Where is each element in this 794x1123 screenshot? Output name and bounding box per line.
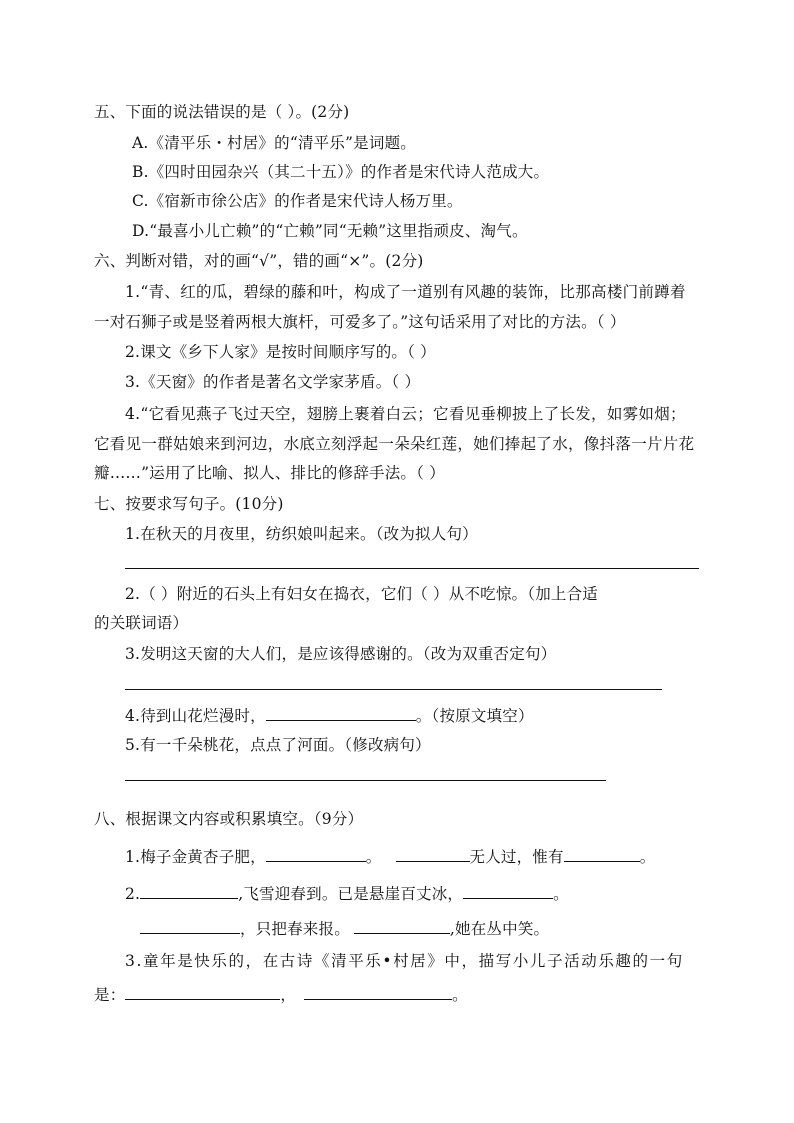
- s5-option-c: C.《宿新市徐公店》的作者是宋代诗人杨万里。: [132, 192, 463, 210]
- s7-q1: 1.在秋天的月夜里，纺织娘叫起来。（改为拟人句）: [125, 525, 478, 543]
- s8-q3-text-b: ，: [280, 986, 297, 1004]
- s5-option-b: B.《四时田园杂兴（其二十五）》的作者是宋代诗人范成大。: [132, 163, 550, 181]
- s8-q1-blank-1[interactable]: [266, 846, 366, 862]
- s8-q2-blank-1[interactable]: [140, 883, 238, 899]
- s8-q2-blank-4[interactable]: [354, 918, 450, 934]
- s5-option-d: D.“最喜小儿亡赖”的“亡赖”同“无赖”这里指顽皮、淘气。: [132, 222, 528, 240]
- s8-q1: [125, 846, 655, 867]
- s7-q1-answer-line[interactable]: [125, 568, 699, 569]
- s8-q3-text-c: 。: [452, 986, 468, 1004]
- s7-q4-suffix: 。（按原文填空）: [415, 707, 534, 725]
- s8-q3-line2: [94, 984, 468, 1005]
- s8-q2-text-e: ,她在丛中笑。: [449, 920, 550, 938]
- s8-q3-text-a: 是：: [94, 986, 126, 1004]
- s6-q1-line1: 1.“青、红的瓜，碧绿的藤和叶，构成了一道别有风趣的装饰，比那高楼门前蹲着: [125, 283, 686, 301]
- s6-q4-line1: 4.“它看见燕子飞过天空，翅膀上裹着白云；它看见垂柳披上了长发，如雾如烟；: [125, 405, 686, 423]
- section-8-title: 八、根据课文内容或积累填空。（9分）: [94, 810, 364, 828]
- s8-q1-text-a: 1.梅子金黄杏子肥，: [125, 848, 266, 866]
- s7-q2-line2: 的关联词语）: [94, 614, 189, 632]
- s6-q4-line3: 瓣……”运用了比喻、拟人、排比的修辞手法。（ ）: [94, 464, 445, 482]
- s8-q3-blank-1[interactable]: [125, 984, 280, 1000]
- s5-option-a: A.《清平乐・村居》的“清平乐”是词题。: [132, 134, 416, 152]
- s8-q2-blank-3[interactable]: [140, 918, 240, 934]
- s8-q2-line2: [140, 918, 549, 939]
- s8-q1-blank-2[interactable]: [396, 846, 470, 862]
- s7-q4-blank[interactable]: [266, 705, 416, 721]
- s8-q2-text-b: ,飞雪迎春到。已是悬崖百丈冰，: [238, 885, 464, 903]
- s7-q3-answer-line[interactable]: [125, 689, 662, 690]
- s7-q4: [125, 705, 534, 726]
- section-6-title: 六、判断对错，对的画“√”，错的画“×”。(2分): [94, 252, 424, 270]
- s7-q5: 5.有一千朵桃花，点点了河面。（修改病句）: [125, 736, 431, 754]
- s6-q3: 3.《天窗》的作者是著名文学家茅盾。（ ）: [125, 373, 421, 391]
- s8-q2-blank-2[interactable]: [463, 883, 553, 899]
- s8-q2: [125, 883, 569, 904]
- s8-q2-text-d: ，只把春来报。: [240, 920, 350, 938]
- s8-q2-text-a: 2.: [125, 885, 141, 903]
- s7-q4-prefix: 4.待到山花烂漫时，: [125, 707, 266, 725]
- s8-q3-blank-2[interactable]: [304, 984, 452, 1000]
- s8-q1-blank-3[interactable]: [564, 846, 640, 862]
- s6-q1-line2: 一对石狮子或是竖着两根大旗杆，可爱多了。”这句话采用了对比的方法。（ ）: [94, 313, 626, 331]
- section-7-title: 七、按要求写句子。(10分): [94, 495, 284, 513]
- s8-q2-text-c: 。: [553, 885, 569, 903]
- s6-q2: 2.课文《乡下人家》是按时间顺序写的。（ ）: [125, 343, 436, 361]
- s8-q1-text-b: 。: [365, 848, 382, 866]
- s7-q3: 3.发明这天窗的大人们，是应该得感谢的。（改为双重否定句）: [125, 645, 557, 663]
- s7-q5-answer-line[interactable]: [125, 780, 606, 781]
- s8-q1-text-c: 无人过，惟有: [469, 848, 564, 866]
- s8-q3-line1: 3.童年是快乐的，在古诗《清平乐•村居》中，描写小儿子活动乐趣的一句: [125, 952, 684, 970]
- section-5-title: 五、下面的说法错误的是（ ）。(2分): [94, 103, 350, 121]
- s8-q1-text-d: 。: [639, 848, 656, 866]
- s6-q4-line2: 它看见一群姑娘来到河边，水底立刻浮起一朵朵红莲，她们捧起了水，像抖落一片片花: [94, 435, 695, 453]
- s7-q2-line1: 2.（ ）附近的石头上有妇女在捣衣，它们（ ）从不吃惊。（加上合适: [125, 585, 598, 603]
